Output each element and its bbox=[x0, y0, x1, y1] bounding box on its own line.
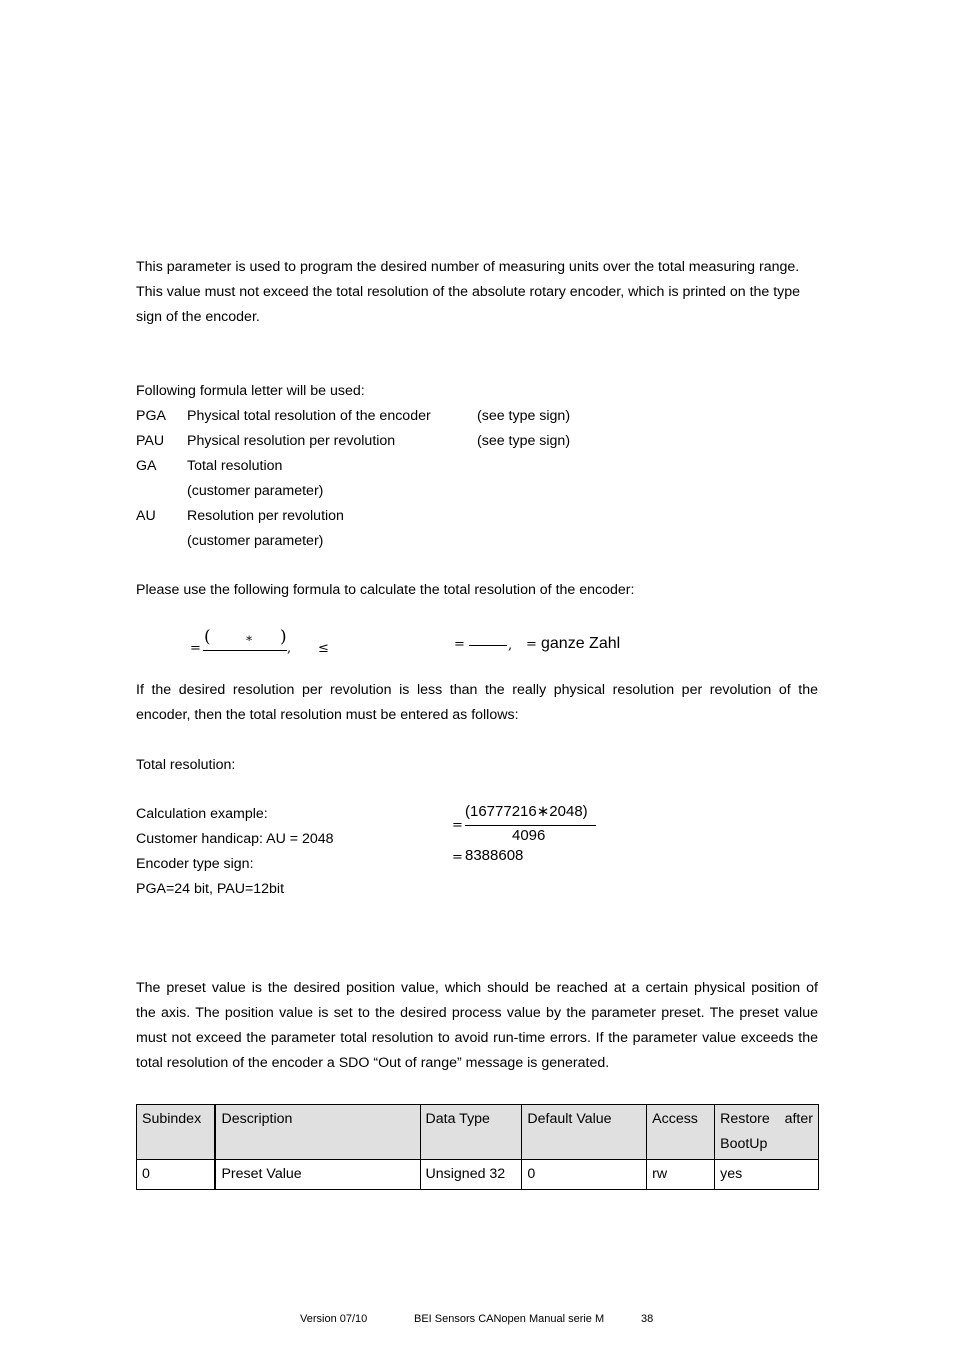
table-cell: rw bbox=[647, 1160, 715, 1190]
legend-desc: Physical total resolution of the encoder bbox=[187, 408, 431, 424]
formula-integer-text: ganze Zahl bbox=[541, 635, 621, 652]
intro-line-2: This value must not exceed the total resolution of the absolute rotary encoder, which is printed on the type bbox=[136, 284, 801, 300]
example-result: 8388608 bbox=[465, 847, 524, 864]
example-fraction-bar bbox=[465, 825, 596, 826]
table-cell: yes bbox=[715, 1160, 819, 1190]
table-cell: Preset Value bbox=[215, 1160, 420, 1190]
formula-equals: = bbox=[526, 637, 537, 652]
table-header-cell: Description bbox=[215, 1105, 420, 1160]
intro-line-3: sign of the encoder. bbox=[136, 309, 260, 325]
example-line-2: Customer handicap: AU = 2048 bbox=[136, 831, 334, 847]
formula-leq: ≤ bbox=[318, 641, 329, 656]
formula-star: ∗ bbox=[245, 631, 254, 645]
formula-comma: , bbox=[287, 641, 292, 656]
legend-desc: Resolution per revolution bbox=[187, 508, 344, 524]
total-resolution-label: Total resolution: bbox=[136, 757, 236, 773]
example-equals: = bbox=[452, 850, 463, 865]
legend-desc: Total resolution bbox=[187, 458, 283, 474]
table-header-row bbox=[137, 1105, 819, 1160]
legend-code: PAU bbox=[136, 433, 165, 449]
table-header-cell bbox=[715, 1105, 819, 1160]
table-header-cell: Access bbox=[647, 1105, 715, 1160]
formula-equals: = bbox=[190, 641, 201, 656]
intro-line-1: This parameter is used to program the desired number of measuring units over the total measuring range. bbox=[136, 259, 800, 275]
table-cell: 0 bbox=[137, 1160, 216, 1190]
table-header-cell: Default Value bbox=[522, 1105, 647, 1160]
example-equals: = bbox=[452, 818, 463, 833]
preset-line-3: must not exceed the parameter total resolution to avoid run-time errors. If the parameter value exceeds the bbox=[136, 1030, 818, 1046]
example-line-1: Calculation example: bbox=[136, 806, 268, 822]
restore-header-line-2: BootUp bbox=[720, 1136, 768, 1152]
legend-note: (see type sign) bbox=[477, 433, 571, 449]
legend-heading: Following formula letter will be used: bbox=[136, 383, 365, 399]
legend-note: (see type sign) bbox=[477, 408, 571, 424]
table-cell: Unsigned 32 bbox=[420, 1160, 522, 1190]
lower-resolution-line-1: If the desired resolution per revolution is less than the really physical resolution per revolution of the bbox=[136, 682, 818, 698]
preset-parameter-table bbox=[136, 1104, 819, 1190]
preset-line-2: the axis. The position value is set to the desired process value by the parameter preset. The preset value bbox=[136, 1005, 818, 1021]
example-line-3: Encoder type sign: bbox=[136, 856, 254, 872]
preset-line-4: total resolution of the encoder a SDO “Out of range” message is generated. bbox=[136, 1055, 610, 1071]
table-row bbox=[137, 1160, 819, 1190]
formula-open-paren: ( bbox=[204, 627, 211, 647]
legend-desc: Physical resolution per revolution bbox=[187, 433, 396, 449]
legend-code: AU bbox=[136, 508, 156, 524]
formula-fraction-bar bbox=[469, 645, 507, 646]
legend-desc: (customer parameter) bbox=[187, 483, 324, 499]
formula-equals: = bbox=[454, 637, 465, 652]
footer-page-number: 38 bbox=[641, 1313, 654, 1325]
legend-code: GA bbox=[136, 458, 157, 474]
footer-version: Version 07/10 bbox=[300, 1313, 368, 1325]
table-cell: 0 bbox=[522, 1160, 647, 1190]
table-header-cell: Data Type bbox=[420, 1105, 522, 1160]
formula-intro: Please use the following formula to calculate the total resolution of the encoder: bbox=[136, 582, 635, 598]
footer-manual-title: BEI Sensors CANopen Manual serie M bbox=[414, 1313, 605, 1325]
lower-resolution-line-2: encoder, then the total resolution must be entered as follows: bbox=[136, 707, 519, 723]
formula-comma: , bbox=[508, 638, 513, 653]
formula-fraction-bar bbox=[203, 650, 287, 651]
example-numerator: (16777216∗2048) bbox=[465, 803, 588, 820]
example-denominator: 4096 bbox=[512, 827, 546, 844]
formula-close-paren: ) bbox=[280, 627, 287, 647]
legend-desc: (customer parameter) bbox=[187, 533, 324, 549]
table-header-cell: Subindex bbox=[137, 1105, 216, 1160]
restore-header-line-1: Restore after bbox=[720, 1111, 813, 1127]
legend-code: PGA bbox=[136, 408, 166, 424]
example-line-4: PGA=24 bit, PAU=12bit bbox=[136, 881, 285, 897]
preset-line-1: The preset value is the desired position value, which should be reached at a certain physical position of bbox=[136, 980, 818, 996]
